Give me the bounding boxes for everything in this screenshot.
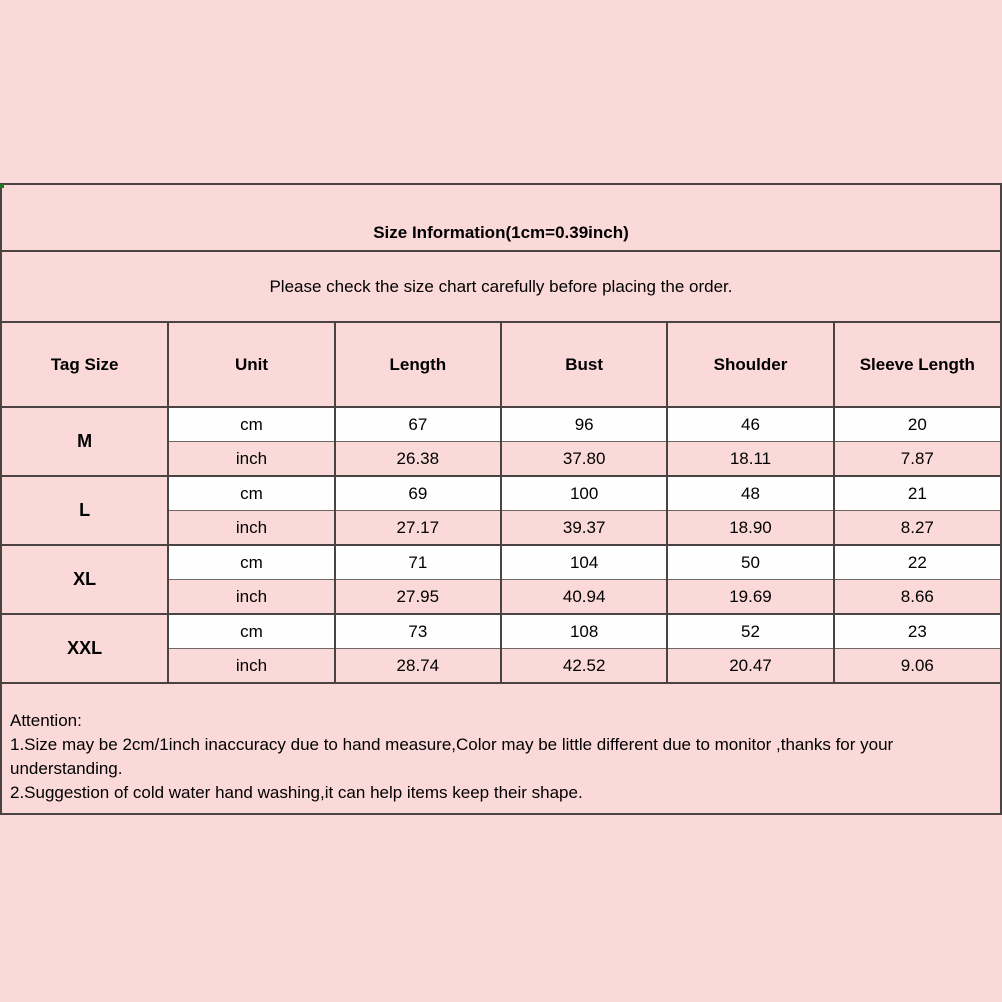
unit-cell: inch bbox=[168, 580, 334, 615]
value-cell: 46 bbox=[667, 407, 833, 442]
unit-cell: cm bbox=[168, 476, 334, 511]
tag-cell-xxl: XXL bbox=[2, 614, 168, 683]
unit-cell: inch bbox=[168, 511, 334, 546]
value-cell: 50 bbox=[667, 545, 833, 580]
value-cell: 96 bbox=[501, 407, 667, 442]
green-pixel-artifact bbox=[0, 184, 4, 188]
unit-cell: cm bbox=[168, 407, 334, 442]
column-header-tag-size: Tag Size bbox=[2, 323, 168, 407]
tag-cell-xl: XL bbox=[2, 545, 168, 614]
value-cell: 21 bbox=[834, 476, 1000, 511]
column-header-length: Length bbox=[335, 323, 501, 407]
column-header-shoulder: Shoulder bbox=[667, 323, 833, 407]
table-row-l-cm bbox=[2, 476, 1000, 511]
value-cell: 100 bbox=[501, 476, 667, 511]
column-header-sleeve-length: Sleeve Length bbox=[834, 323, 1000, 407]
value-cell: 104 bbox=[501, 545, 667, 580]
value-cell: 73 bbox=[335, 614, 501, 649]
value-cell: 22 bbox=[834, 545, 1000, 580]
value-cell: 52 bbox=[667, 614, 833, 649]
value-cell: 28.74 bbox=[335, 649, 501, 684]
value-cell: 27.17 bbox=[335, 511, 501, 546]
value-cell: 18.90 bbox=[667, 511, 833, 546]
value-cell: 48 bbox=[667, 476, 833, 511]
value-cell: 39.37 bbox=[501, 511, 667, 546]
column-header-bust: Bust bbox=[501, 323, 667, 407]
value-cell: 23 bbox=[834, 614, 1000, 649]
header-row bbox=[2, 323, 1000, 407]
value-cell: 40.94 bbox=[501, 580, 667, 615]
size-chart-panel bbox=[0, 183, 1002, 815]
unit-cell: cm bbox=[168, 614, 334, 649]
column-header-unit: Unit bbox=[168, 323, 334, 407]
value-cell: 37.80 bbox=[501, 442, 667, 477]
table-row-xl-cm bbox=[2, 545, 1000, 580]
value-cell: 42.52 bbox=[501, 649, 667, 684]
value-cell: 69 bbox=[335, 476, 501, 511]
value-cell: 67 bbox=[335, 407, 501, 442]
value-cell: 20.47 bbox=[667, 649, 833, 684]
value-cell: 26.38 bbox=[335, 442, 501, 477]
tag-cell-l: L bbox=[2, 476, 168, 545]
value-cell: 18.11 bbox=[667, 442, 833, 477]
unit-cell: inch bbox=[168, 649, 334, 684]
value-cell: 19.69 bbox=[667, 580, 833, 615]
value-cell: 8.27 bbox=[834, 511, 1000, 546]
tag-cell-m: M bbox=[2, 407, 168, 476]
attention-note bbox=[2, 684, 1000, 813]
value-cell: 9.06 bbox=[834, 649, 1000, 684]
table-row-xxl-cm bbox=[2, 614, 1000, 649]
size-chart-title: Size Information(1cm=0.39inch) bbox=[2, 185, 1000, 252]
value-cell: 8.66 bbox=[834, 580, 1000, 615]
size-table bbox=[2, 323, 1000, 684]
value-cell: 7.87 bbox=[834, 442, 1000, 477]
attention-heading: Attention: bbox=[10, 711, 82, 730]
table-row-m-cm bbox=[2, 407, 1000, 442]
unit-cell: inch bbox=[168, 442, 334, 477]
unit-cell: cm bbox=[168, 545, 334, 580]
value-cell: 20 bbox=[834, 407, 1000, 442]
value-cell: 27.95 bbox=[335, 580, 501, 615]
size-chart-subtitle: Please check the size chart carefully before placing the order. bbox=[2, 252, 1000, 323]
attention-line-1: 1.Size may be 2cm/1inch inaccuracy due to hand measure,Color may be little different due to monitor ,thanks for your understanding. bbox=[10, 735, 894, 778]
attention-line-2: 2.Suggestion of cold water hand washing,it can help items keep their shape. bbox=[10, 783, 583, 802]
value-cell: 71 bbox=[335, 545, 501, 580]
value-cell: 108 bbox=[501, 614, 667, 649]
